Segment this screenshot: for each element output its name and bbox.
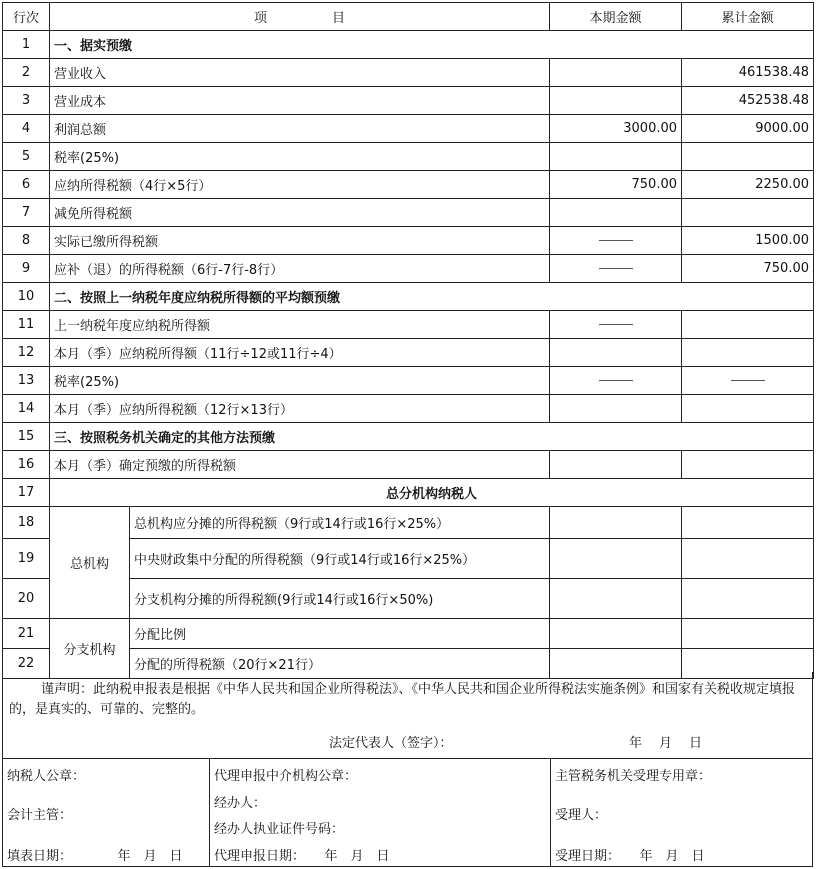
- cell-current: [550, 227, 682, 255]
- receiver: 受理人：: [555, 808, 608, 823]
- row-no: 10: [3, 283, 50, 311]
- cell-cumulative: [682, 367, 814, 395]
- header-current-amount: 本期金额: [550, 3, 682, 31]
- row-label: 营业成本: [50, 87, 550, 115]
- dash-mark: [599, 324, 633, 325]
- table-row: [3, 619, 814, 649]
- table-row: [3, 255, 814, 283]
- row-no: 14: [3, 395, 50, 423]
- cell-current[interactable]: [550, 395, 682, 423]
- table-row: [3, 199, 814, 227]
- row-label: 分支机构分摊的所得税额(9行或14行或16行×50%): [130, 579, 550, 619]
- table-row: [3, 479, 814, 507]
- accountant: 会计主管：: [7, 808, 73, 823]
- row-no: 16: [3, 451, 50, 479]
- section-title: 三、按照税务机关确定的其他方法预缴: [50, 423, 814, 451]
- cell-current[interactable]: [550, 539, 682, 579]
- taxpayer-seal: 纳税人公章：: [7, 769, 86, 784]
- table-row: [3, 423, 814, 451]
- row-no: 17: [3, 479, 50, 507]
- row-no: 9: [3, 255, 50, 283]
- cell-cumulative[interactable]: [682, 539, 814, 579]
- row-no: 19: [3, 539, 50, 579]
- cell-current: [550, 311, 682, 339]
- cell-current[interactable]: [550, 143, 682, 171]
- row-no: 2: [3, 59, 50, 87]
- taxpayer-column: [3, 759, 210, 866]
- cell-current[interactable]: [550, 579, 682, 619]
- row-no: 12: [3, 339, 50, 367]
- cell-current[interactable]: [550, 339, 682, 367]
- header-cumulative-amount: 累计金额: [682, 3, 814, 31]
- row-no: 3: [3, 87, 50, 115]
- row-no: 20: [3, 579, 50, 619]
- row-no: 13: [3, 367, 50, 395]
- cell-cumulative[interactable]: [682, 339, 814, 367]
- cell-cumulative[interactable]: [682, 199, 814, 227]
- declaration-block: [2, 672, 813, 758]
- tax-office-column: [551, 759, 813, 866]
- tax-table: [2, 2, 814, 679]
- table-row: [3, 451, 814, 479]
- row-label: 税率(25%): [50, 143, 550, 171]
- table-row: [3, 31, 814, 59]
- cell-cumulative[interactable]: 1500.00: [682, 227, 814, 255]
- row-label: 税率(25%): [50, 367, 550, 395]
- section-title: 一、据实预缴: [50, 31, 814, 59]
- cell-cumulative[interactable]: 461538.48: [682, 59, 814, 87]
- table-header: [3, 3, 814, 31]
- row-no: 4: [3, 115, 50, 143]
- table-row: [3, 507, 814, 539]
- dash-mark: [731, 380, 765, 381]
- section-title: 二、按照上一纳税年度应纳税所得额的平均额预缴: [50, 283, 814, 311]
- cell-current[interactable]: 750.00: [550, 171, 682, 199]
- row-no: 15: [3, 423, 50, 451]
- row-label: 实际已缴所得税额: [50, 227, 550, 255]
- header-line-no: 行次: [3, 3, 50, 31]
- row-no: 6: [3, 171, 50, 199]
- handler: 经办人：: [214, 796, 267, 811]
- cell-current[interactable]: 3000.00: [550, 115, 682, 143]
- table-row: [3, 171, 814, 199]
- cell-current[interactable]: [550, 507, 682, 539]
- cell-cumulative[interactable]: [682, 507, 814, 539]
- table-row: [3, 339, 814, 367]
- cell-cumulative[interactable]: [682, 619, 814, 649]
- row-label: 利润总额: [50, 115, 550, 143]
- row-label: 上一纳税年度应纳税所得额: [50, 311, 550, 339]
- table-row: [3, 59, 814, 87]
- cell-current[interactable]: [550, 59, 682, 87]
- footer-block: [2, 758, 813, 867]
- header-item: 项 目: [50, 3, 550, 31]
- table-row: [3, 143, 814, 171]
- declaration-date: 年 月 日: [629, 736, 705, 751]
- row-no: 11: [3, 311, 50, 339]
- cell-current[interactable]: [550, 87, 682, 115]
- agency-column: [210, 759, 551, 866]
- row-label: 分配比例: [130, 619, 550, 649]
- declaration-text: 谨声明：此纳税申报表是根据《中华人民共和国企业所得税法》、《中华人民共和国企业所得税法实施条例》和国家有关税收规定填报的，是真实的、可靠的、完整的。: [9, 682, 796, 717]
- row-no: 18: [3, 507, 50, 539]
- dash-mark: [599, 380, 633, 381]
- cell-cumulative[interactable]: [682, 395, 814, 423]
- agency-seal: 代理申报中介机构公章：: [214, 769, 358, 784]
- section-title: 总分机构纳税人: [50, 479, 814, 507]
- legal-rep-signature: 法定代表人（签字）：: [329, 736, 453, 751]
- dash-mark: [599, 240, 633, 241]
- cell-cumulative[interactable]: [682, 579, 814, 619]
- table-row: [3, 87, 814, 115]
- table-row: [3, 115, 814, 143]
- row-label: 应纳所得税额（4行×5行）: [50, 171, 550, 199]
- handler-cert-no: 经办人执业证件号码：: [214, 822, 345, 837]
- row-label: 中央财政集中分配的所得税额（9行或14行或16行×25%）: [130, 539, 550, 579]
- row-label: 本月（季）应纳所得税额（12行×13行）: [50, 395, 550, 423]
- fill-date: 填表日期： 年 月 日: [7, 849, 183, 864]
- row-no: 1: [3, 31, 50, 59]
- cell-cumulative[interactable]: 2250.00: [682, 171, 814, 199]
- cell-current: [550, 255, 682, 283]
- cell-cumulative[interactable]: 9000.00: [682, 115, 814, 143]
- agency-date: 代理申报日期： 年 月 日: [214, 849, 390, 864]
- cell-current: [550, 367, 682, 395]
- receive-date: 受理日期： 年 月 日: [555, 849, 705, 864]
- row-label: 本月（季）应纳税所得额（11行÷12或11行÷4）: [50, 339, 550, 367]
- group-branch: 分支机构: [50, 619, 130, 679]
- table-row: [3, 367, 814, 395]
- cell-cumulative[interactable]: [682, 143, 814, 171]
- group-head-office: 总机构: [50, 507, 130, 619]
- tax-office-seal: 主管税务机关受理专用章：: [555, 769, 712, 784]
- dash-mark: [599, 268, 633, 269]
- cell-current[interactable]: [550, 199, 682, 227]
- cell-cumulative[interactable]: [682, 451, 814, 479]
- row-no: 7: [3, 199, 50, 227]
- cell-cumulative[interactable]: 452538.48: [682, 87, 814, 115]
- cell-cumulative[interactable]: [682, 311, 814, 339]
- row-label: 本月（季）确定预缴的所得税额: [50, 451, 550, 479]
- cell-current[interactable]: [550, 619, 682, 649]
- table-row: [3, 283, 814, 311]
- row-label: 总机构应分摊的所得税额（9行或14行或16行×25%）: [130, 507, 550, 539]
- cell-cumulative[interactable]: 750.00: [682, 255, 814, 283]
- table-row: [3, 227, 814, 255]
- row-label: 应补（退）的所得税额（6行-7行-8行）: [50, 255, 550, 283]
- row-no: 21: [3, 619, 50, 649]
- table-row: [3, 395, 814, 423]
- row-no: 5: [3, 143, 50, 171]
- row-no: 8: [3, 227, 50, 255]
- row-no: 22: [3, 649, 50, 679]
- cell-current[interactable]: [550, 451, 682, 479]
- table-row: [3, 311, 814, 339]
- row-label: 减免所得税额: [50, 199, 550, 227]
- row-label: 分配的所得税额（20行×21行）: [130, 649, 550, 679]
- row-label: 营业收入: [50, 59, 550, 87]
